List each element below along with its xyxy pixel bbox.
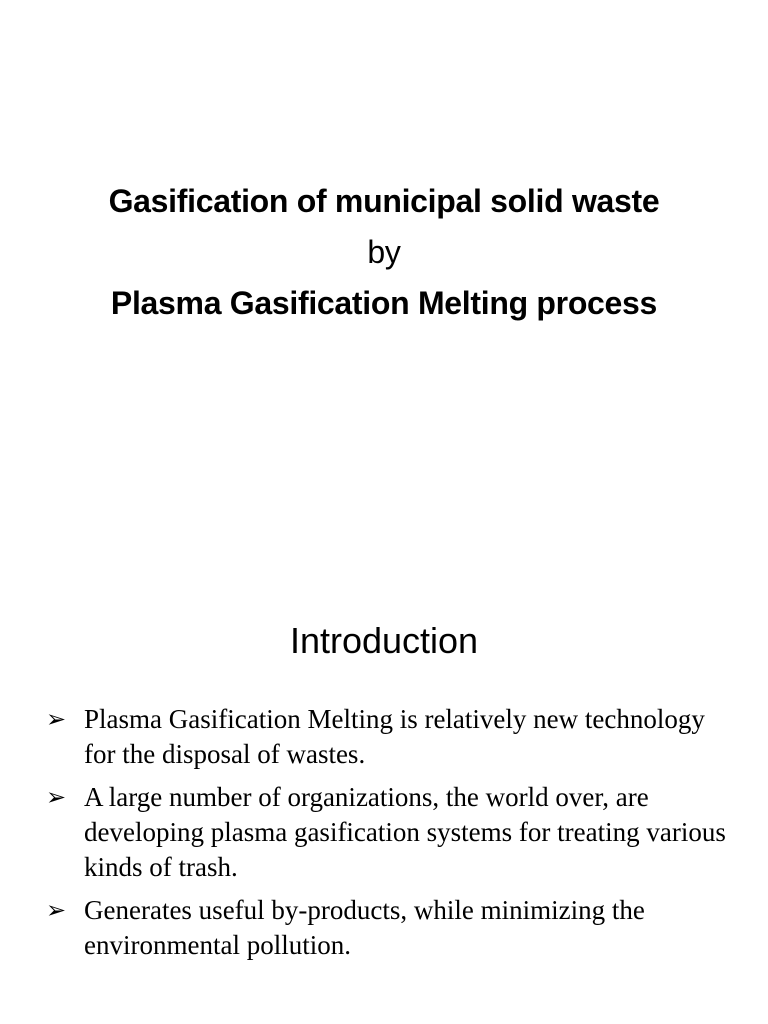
list-item [46, 702, 726, 772]
bullet-text: Generates useful by-products, while minimizing the environmental pollution. [84, 895, 645, 960]
list-item [46, 893, 726, 963]
bullet-text: A large number of organizations, the world over, are developing plasma gasification systems for treating various kinds of trash. [84, 782, 726, 882]
title-line-by: by [367, 234, 401, 270]
arrowhead-bullet-icon: ➢ [46, 896, 67, 924]
introduction-bullet-list [46, 702, 726, 971]
arrowhead-bullet-icon: ➢ [46, 783, 67, 811]
arrowhead-bullet-icon: ➢ [46, 705, 67, 733]
introduction-heading: Introduction [289, 620, 479, 661]
title-line-main: Gasification of municipal solid waste [108, 183, 660, 219]
bullet-text: Plasma Gasification Melting is relatively new technology for the disposal of wastes. [84, 704, 705, 769]
title-block [0, 176, 768, 329]
title-line-process: Plasma Gasification Melting process [110, 285, 658, 321]
list-item [46, 780, 726, 885]
